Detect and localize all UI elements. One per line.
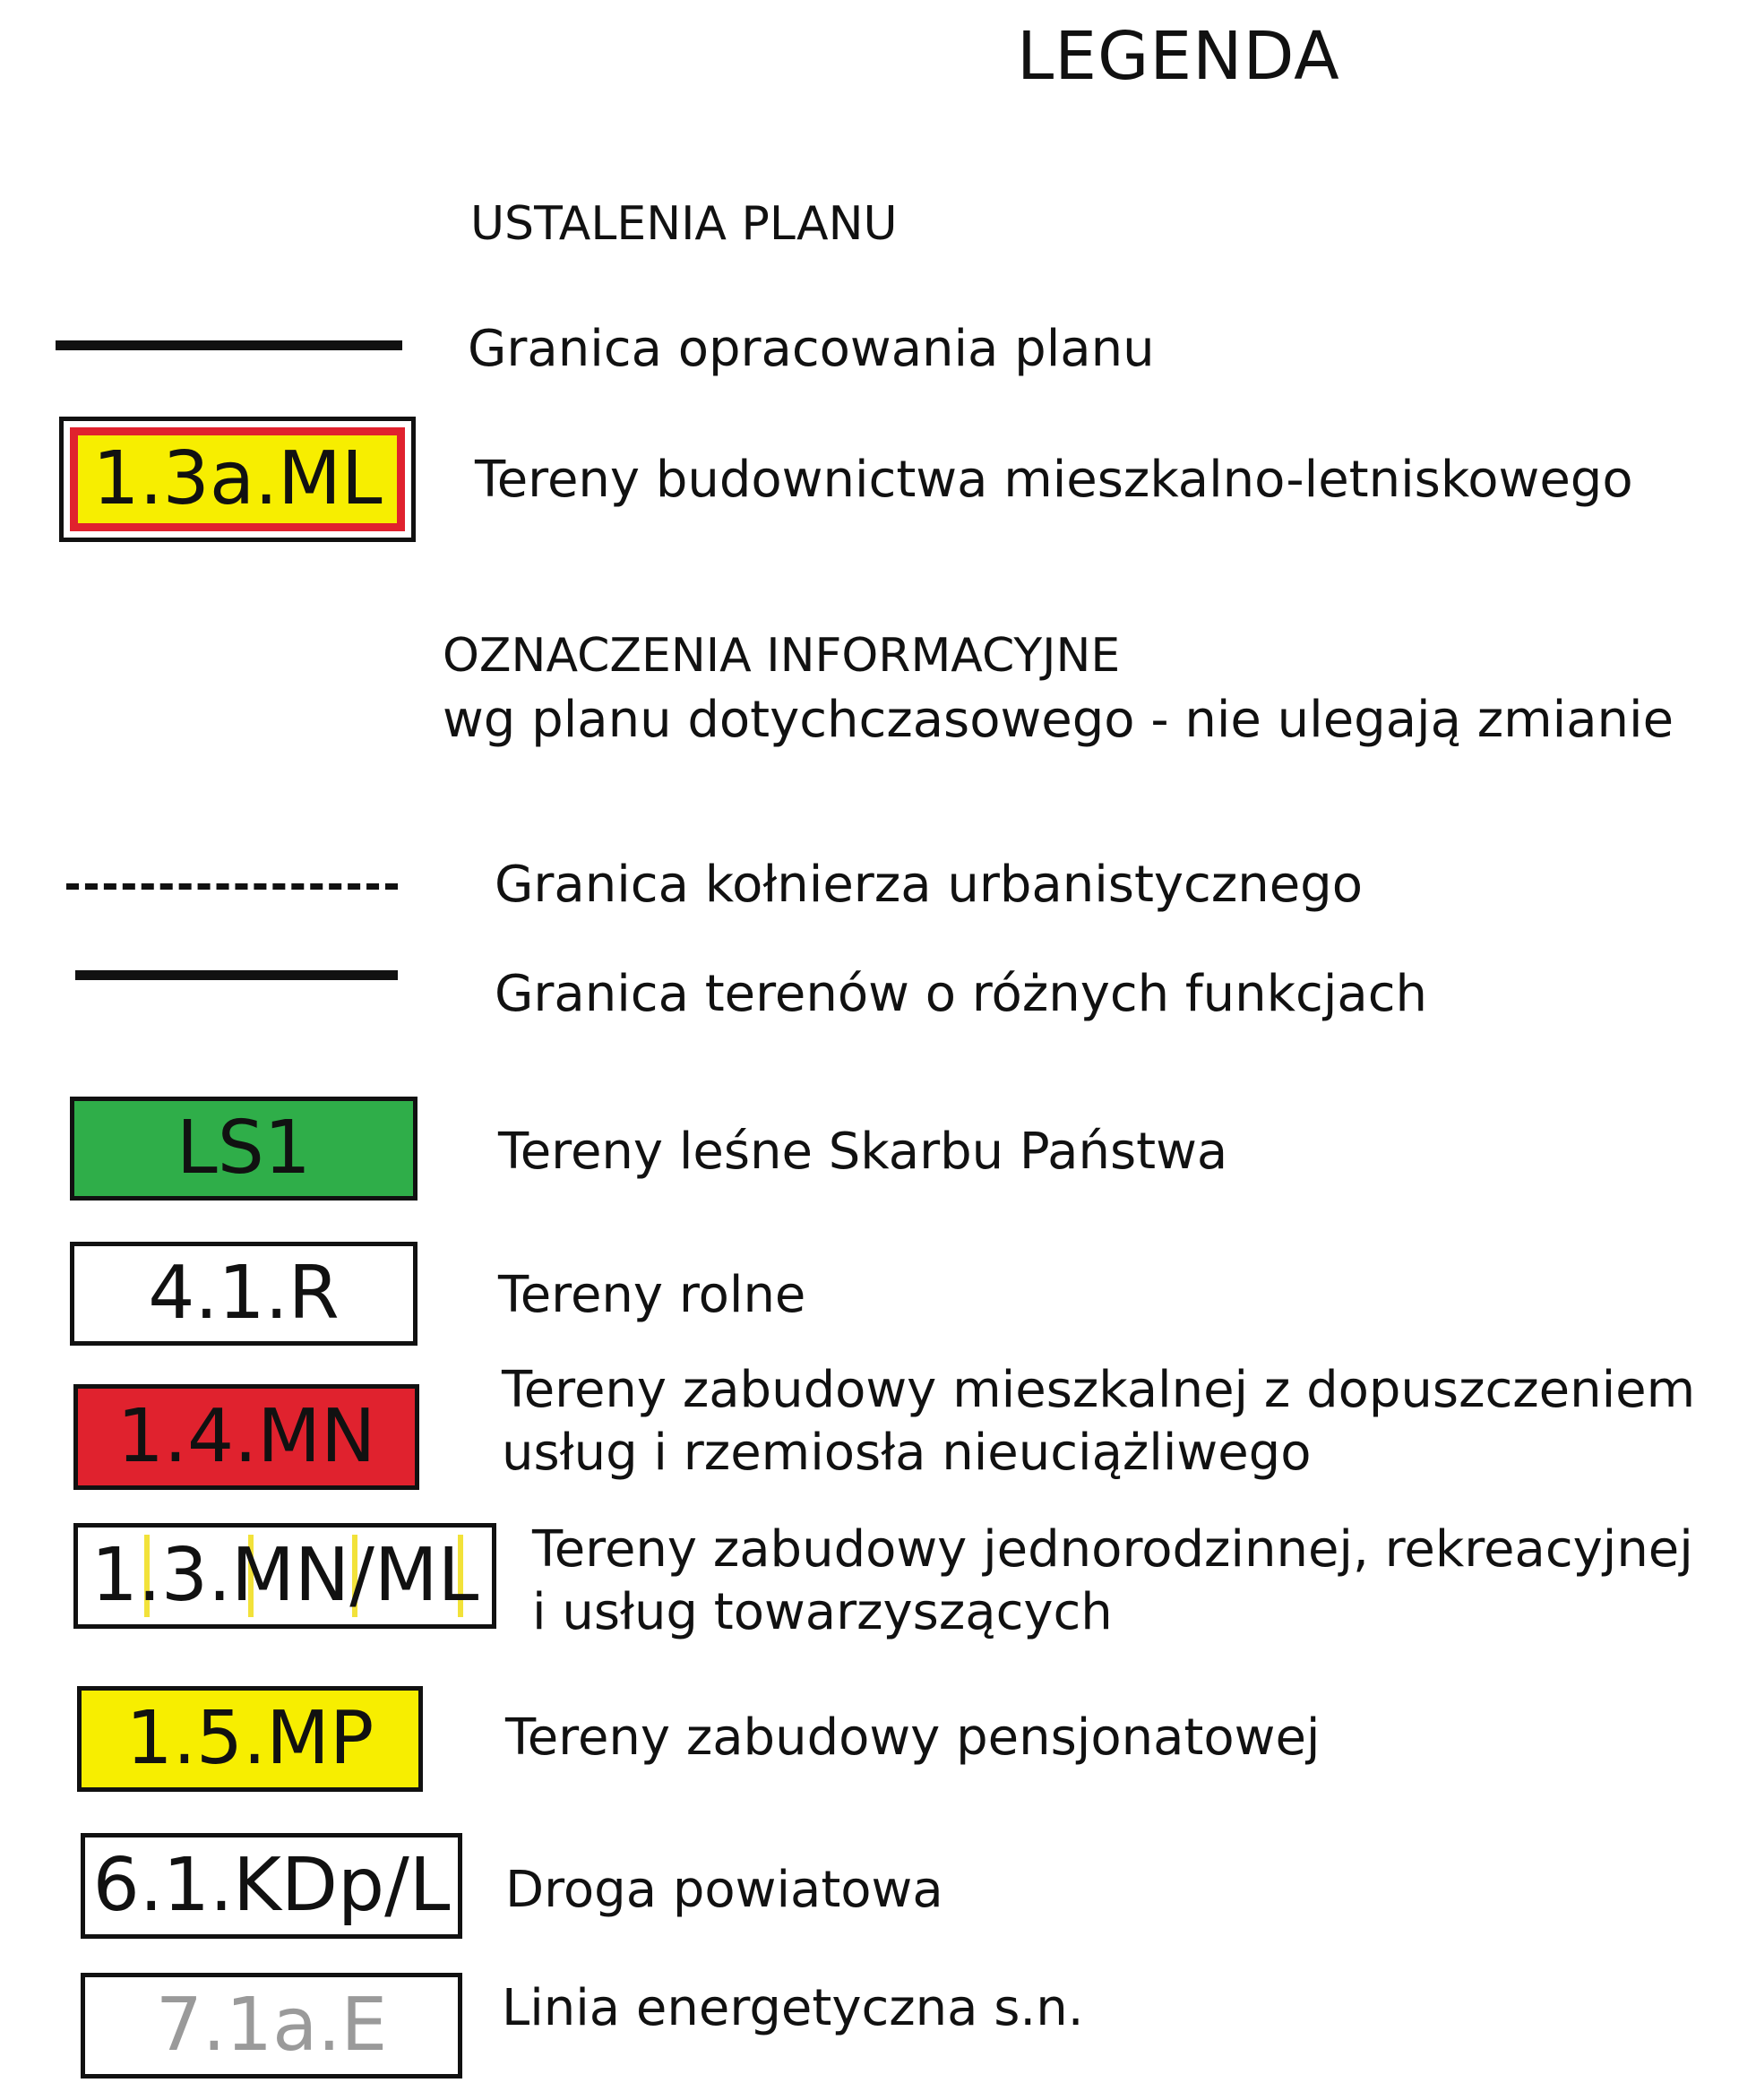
- mn-code: 1.4.MN: [116, 1394, 376, 1479]
- kdp-label: Droga powiatowa: [505, 1861, 943, 1919]
- r-label: Tereny rolne: [498, 1266, 806, 1324]
- ls1-forest-symbol: [70, 1097, 417, 1201]
- e-powerline-symbol: [81, 1973, 462, 2078]
- section-heading-info: OZNACZENIA INFORMACYJNE: [443, 629, 1121, 683]
- ml-zone-label: Tereny budownictwa mieszkalno-letniskowego: [475, 451, 1633, 509]
- e-label: Linia energetyczna s.n.: [502, 1979, 1084, 2037]
- ls1-label: Tereny leśne Skarbu Państwa: [498, 1123, 1228, 1181]
- ml-zone-code: 1.3a.ML: [70, 427, 405, 531]
- ls1-code: LS1: [176, 1106, 311, 1191]
- kdp-code: 6.1.KDp/L: [92, 1843, 451, 1928]
- r-agricultural-symbol: [70, 1242, 417, 1346]
- kdp-road-symbol: [81, 1833, 462, 1939]
- e-code: 7.1a.E: [155, 1983, 388, 2068]
- mn-residential-symbol: [73, 1384, 419, 1490]
- plan-boundary-label: Granica opracowania planu: [468, 320, 1155, 378]
- collar-boundary-dashed-line-symbol: [66, 883, 398, 890]
- section-subheading-info: wg planu dotychczasowego - nie ulegają zmianie: [443, 691, 1674, 749]
- collar-boundary-label: Granica kołnierza urbanistycznego: [495, 856, 1363, 914]
- mp-code: 1.5.MP: [125, 1696, 374, 1781]
- mnml-label-line2: i usług towarzyszących: [532, 1583, 1113, 1641]
- mp-label: Tereny zabudowy pensjonatowej: [505, 1708, 1321, 1767]
- section-heading-plan: USTALENIA PLANU: [470, 197, 898, 251]
- mn-label-line2: usług i rzemiosła nieuciążliwego: [502, 1424, 1312, 1482]
- function-boundary-line-symbol: [75, 970, 398, 980]
- mnml-label-line1: Tereny zabudowy jednorodzinnej, rekreacyjnej: [532, 1520, 1693, 1579]
- mnml-zone-symbol: [73, 1523, 496, 1629]
- mp-boarding-symbol: [77, 1686, 423, 1792]
- plan-boundary-line-symbol: [56, 340, 402, 350]
- mnml-code: 1.3.MN/ML: [90, 1533, 479, 1618]
- r-code: 4.1.R: [148, 1251, 340, 1336]
- function-boundary-label: Granica terenów o różnych funkcjach: [495, 965, 1428, 1023]
- ml-zone-symbol: [59, 417, 416, 542]
- legend-title: LEGENDA: [1017, 18, 1340, 95]
- mn-label-line1: Tereny zabudowy mieszkalnej z dopuszczeniem: [502, 1361, 1696, 1419]
